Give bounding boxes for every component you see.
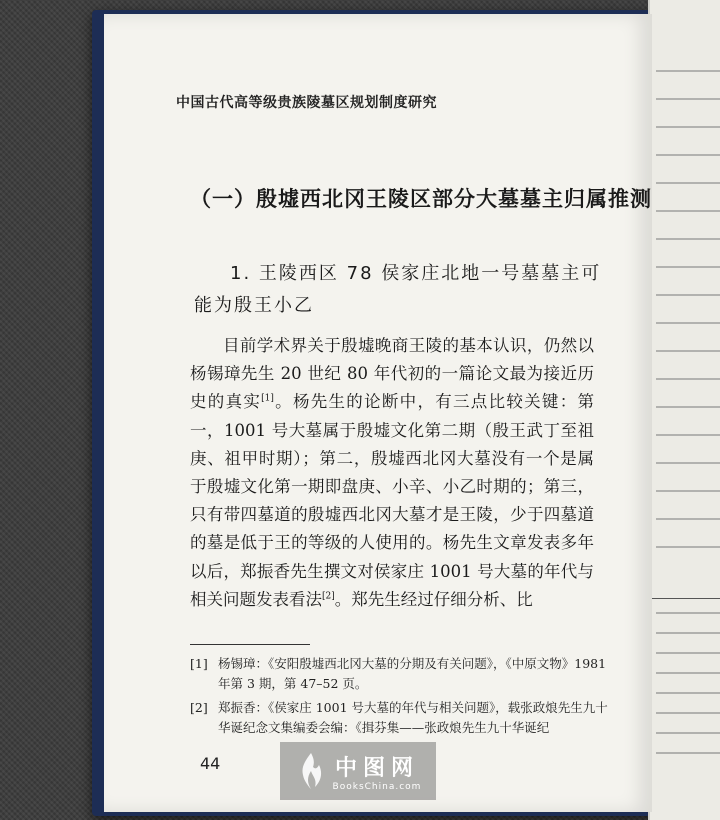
footnote (190, 654, 610, 694)
watermark-url: BooksChina.com (332, 781, 422, 792)
body-text-part-2: 。杨先生的论断中，有三点比较关键：第一，1001 号大墓属于殷墟文化第二期（殷王武丁至祖庚、祖甲时期）；第二，殷墟西北冈大墓没有一个是属于殷墟文化第一期即盘庚、小辛、小乙时期的；第三，只有带四墓道的殷墟西北冈大墓才是王陵，少于四墓道的墓是低于王的等级的人使用的。杨先生文章发表多年以后，郑振香先生撰文对侯家庄 1001 号大墓的年代与相关问题发表看法 (190, 392, 595, 609)
footnote-mark: [1] (190, 656, 208, 671)
watermark-title: 中图网 (334, 755, 419, 781)
footnote-ref-1: [1] (261, 393, 274, 404)
watermark (280, 742, 436, 800)
footnote-text: 杨锡璋：《安阳殷墟西北冈大墓的分期及有关问题》，《中原文物》1981 年第 3 期，第 47–52 页。 (218, 656, 607, 691)
footnote (190, 698, 610, 738)
page-number: 44 (200, 754, 221, 773)
footnote-text: 郑振香：《侯家庄 1001 号大墓的年代与相关问题》，载张政烺先生九十华诞纪念文集编委会编：《揖芬集——张政烺先生九十华诞纪 (218, 700, 608, 735)
footnote-ref-2: [2] (322, 591, 335, 602)
section-heading: （一）殷墟西北冈王陵区部分大墓墓主归属推测 (190, 186, 652, 211)
body-text-part-3: 。郑先生经过仔细分析、比 (334, 589, 533, 609)
footnote-rule (190, 644, 310, 645)
subheading: 1. 王陵西区 78 侯家庄北地一号墓墓主可能为殷王小乙 (194, 263, 602, 316)
footnote-mark: [2] (190, 700, 208, 715)
flame-logo-icon (295, 751, 327, 791)
running-head: 中国古代高等级贵族陵墓区规划制度研究 (176, 95, 437, 111)
book-page (104, 14, 652, 812)
body-text-part-1: 目前学术界关于殷墟晚商王陵的基本认识，仍然以杨锡璋先生 20 世纪 80 年代初的一篇论文最为接近历史的真实 (190, 336, 594, 412)
footnotes (190, 654, 610, 742)
body-paragraph (190, 332, 594, 614)
right-page-edge (648, 0, 720, 820)
